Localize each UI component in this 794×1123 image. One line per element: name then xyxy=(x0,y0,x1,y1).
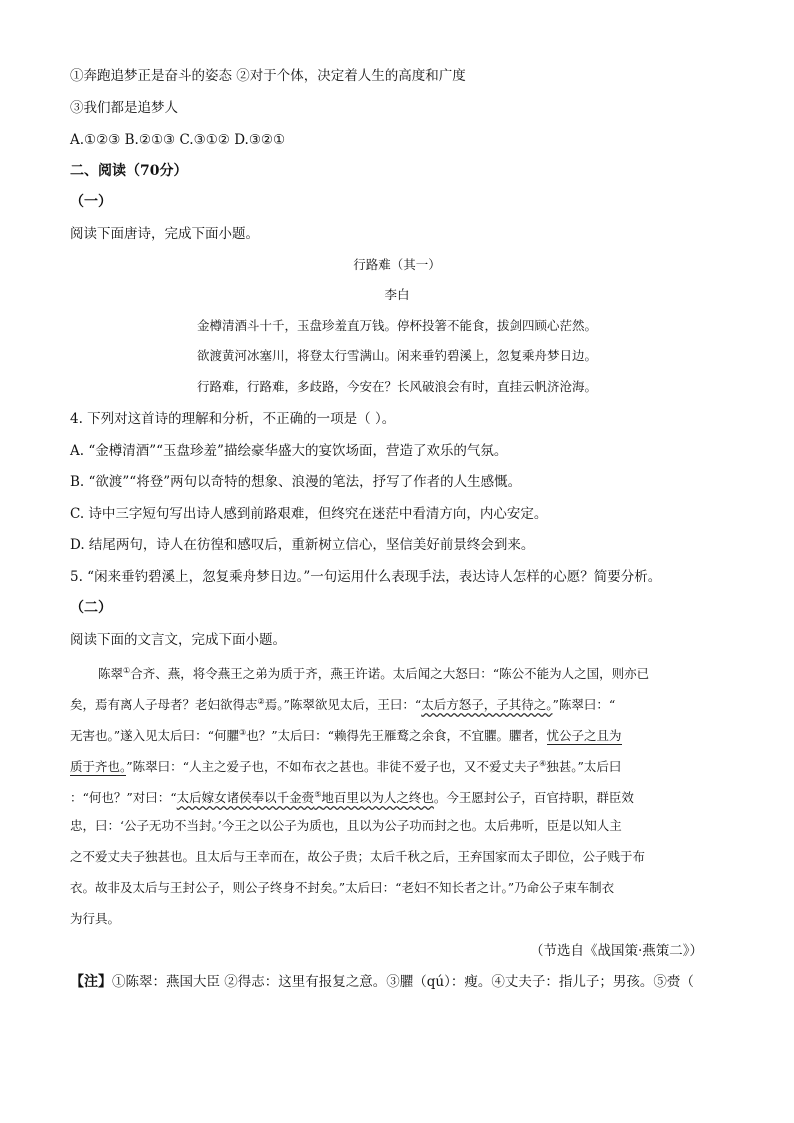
passage-source: （节选自《战国策·燕策二》） xyxy=(530,943,704,959)
passage-line-8: 衣。故非及太后与王封公子，则公子终身不封矣。”太后曰：“老妇不知长者之计。”乃命公子束车制衣 xyxy=(70,880,615,895)
question-4-option-c: C. 诗中三字短句写出诗人感到前路艰难，但终究在迷茫中看清方向，内心安定。 xyxy=(70,506,548,522)
part-1-title: （一） xyxy=(70,194,112,210)
passage-line-5: ：“何也？”对曰：“太后嫁女诸侯奉以千金赍⑤地百里以为人之终也。今王愿封公子，百官持职，群臣效 xyxy=(70,790,634,806)
passage-line-1: 陈翠①合齐、燕，将令燕王之弟为质于齐，燕王许诺。太后闻之大怒曰：“陈公不能为人之国，则亦已 xyxy=(98,666,650,682)
section-2-title: 二、阅读（70分） xyxy=(70,163,188,179)
part-1-instruction: 阅读下面唐诗，完成下面小题。 xyxy=(70,226,259,242)
options-line-1: ①奔跑追梦正是奋斗的姿态 ②对于个体，决定着人生的高度和广度 xyxy=(70,68,466,84)
wavy-underlined-sentence: 太后嫁女诸侯奉以千金赍⑤地百里以为人之终也 xyxy=(176,790,434,806)
question-4-option-d: D. 结尾两句，诗人在彷徨和感叹后，重新树立信心，坚信美好前景终会到来。 xyxy=(70,537,535,553)
wavy-underlined-phrase: 太后方怒子，子其待之。 xyxy=(421,697,553,713)
passage-line-6: 忠，曰：‘公子无功不当封。’今王之以公子为质也，且以为公子功而封之也。太后弗听，臣是以知人主 xyxy=(70,818,622,833)
poem-line-1: 金樽清酒斗十千，玉盘珍羞直万钱。停杯投箸不能食，拔剑四顾心茫然。 xyxy=(196,318,597,333)
note-text: ①陈翠：燕国大臣 ②得志：这里有报复之意。③臞（qú）：瘦。④丈夫子：指儿子；男孩。⑤赍（ xyxy=(112,974,694,990)
passage-line-4: 质于齐也。”陈翠曰：“人主之爱子也，不如布衣之甚也。非徒不爱子也，又不爱丈夫子④独甚。”太后曰 xyxy=(70,759,622,775)
options-line-2: ③我们都是追梦人 xyxy=(70,100,178,116)
answer-choices: A.①②③ B.②①③ C.③①② D.③②① xyxy=(70,132,286,148)
poem-author: 李白 xyxy=(384,287,410,302)
part-2-instruction: 阅读下面的文言文，完成下面小题。 xyxy=(70,632,286,648)
passage-line-9: 为行具。 xyxy=(70,911,121,926)
underlined-sentence-part-1: 忧公子之且为 xyxy=(546,728,622,744)
passage-line-7: 之不爱丈夫子独甚也。且太后与王幸而在，故公子贵；太后千秋之后，王弃国家而太子即位，公子贱于布 xyxy=(70,849,646,864)
underlined-sentence-part-2: 质于齐也。 xyxy=(70,759,127,775)
question-4-option-b: B. “欲渡”“将登”两句以奇特的想象、浪漫的笔法，抒写了作者的人生感慨。 xyxy=(70,474,522,490)
question-5: 5. “闲来垂钓碧溪上，忽复乘舟梦日边。”一句运用什么表现手法，表达诗人怎样的心愿？简要分析。 xyxy=(70,569,662,585)
note-label: 【注】 xyxy=(70,974,112,990)
question-4-stem: 4. 下列对这首诗的理解和分析，不正确的一项是（ ）。 xyxy=(70,411,396,427)
poem-line-3: 行路难，行路难，多歧路，今安在？长风破浪会有时，直挂云帆济沧海。 xyxy=(196,379,597,394)
question-4-option-a: A. “金樽清酒”“玉盘珍羞”描绘豪华盛大的宴饮场面，营造了欢乐的气氛。 xyxy=(70,443,508,459)
annotation-notes xyxy=(70,972,694,992)
passage-line-3: 无害也。”遂入见太后曰：“何臞③也？”太后曰：“赖得先王雁鹜之余食，不宜臞。臞者，忧公子之且为 xyxy=(70,728,622,744)
part-2-title: （二） xyxy=(70,600,112,616)
poem-line-2: 欲渡黄河冰塞川，将登太行雪满山。闲来垂钓碧溪上，忽复乘舟梦日边。 xyxy=(196,348,597,363)
passage-line-2: 矣，焉有离人子母者？老妇欲得志②焉。”陈翠欲见太后，王曰：“太后方怒子，子其待之。”陈翠曰：“ xyxy=(70,697,616,713)
poem-title: 行路难（其一） xyxy=(353,257,441,272)
